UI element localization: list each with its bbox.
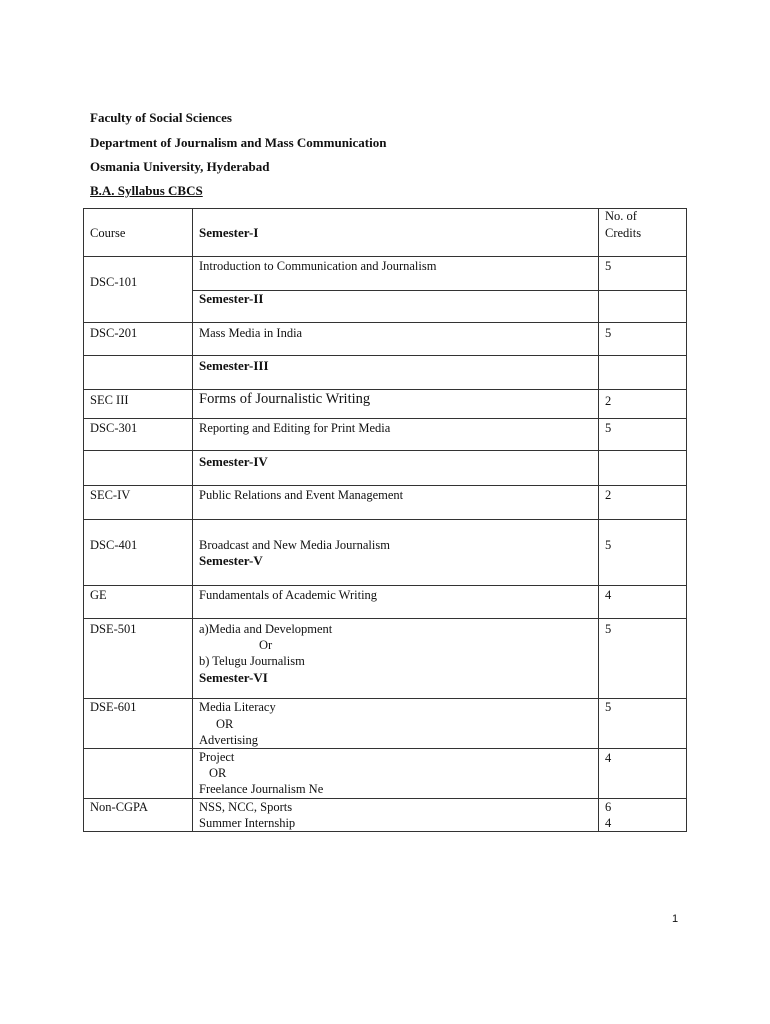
course-credits: 5 xyxy=(605,622,612,636)
course-code: DSC-101 xyxy=(90,275,138,289)
course-option-1: Project xyxy=(199,750,235,764)
course-code: GE xyxy=(90,588,107,602)
course-credits: 4 xyxy=(605,816,612,830)
course-code: DSC-301 xyxy=(90,421,138,435)
semester-label: Semester-V xyxy=(199,553,263,568)
course-option-2: Advertising xyxy=(199,733,259,747)
row-divider xyxy=(83,418,687,419)
course-option-2: b) Telugu Journalism xyxy=(199,654,305,668)
page-number: 1 xyxy=(672,913,679,925)
course-option-1: a)Media and Development xyxy=(199,622,333,636)
course-code: DSC-201 xyxy=(90,326,138,340)
row-divider xyxy=(83,389,687,390)
course-credits: 2 xyxy=(605,488,612,502)
row-divider xyxy=(192,290,687,291)
semester-label: Semester-VI xyxy=(199,670,268,685)
semester-label: Semester-III xyxy=(199,358,269,373)
course-code: DSE-601 xyxy=(90,700,137,714)
course-credits: 4 xyxy=(605,751,612,765)
semester-label: Semester-II xyxy=(199,291,264,306)
row-divider xyxy=(83,618,687,619)
course-credits: 5 xyxy=(605,421,612,435)
course-option-2: Freelance Journalism Ne xyxy=(199,782,324,796)
course-credits: 5 xyxy=(605,538,612,552)
course-code: DSC-401 xyxy=(90,538,138,552)
table-border-left xyxy=(83,209,84,832)
row-divider xyxy=(83,355,687,356)
course-credits: 5 xyxy=(605,326,612,340)
semester-label: Semester-I xyxy=(199,225,259,240)
credits-column-header-line1: No. of xyxy=(605,209,637,223)
syllabus-heading: B.A. Syllabus CBCS xyxy=(90,183,203,198)
course-code: DSE-501 xyxy=(90,622,137,636)
course-title: Broadcast and New Media Journalism xyxy=(199,538,390,552)
course-title: Introduction to Communication and Journalism xyxy=(199,259,437,273)
course-title: Public Relations and Event Management xyxy=(199,488,404,502)
row-divider xyxy=(83,748,687,749)
course-option-separator: Or xyxy=(259,638,273,652)
table-divider-course xyxy=(192,209,193,832)
credits-column-header-line2: Credits xyxy=(605,226,642,240)
course-title: Mass Media in India xyxy=(199,326,303,340)
department-heading: Department of Journalism and Mass Communication xyxy=(90,135,387,150)
table-border-bottom xyxy=(83,831,687,832)
row-divider xyxy=(83,450,687,451)
course-title: NSS, NCC, Sports xyxy=(199,800,293,814)
course-credits: 5 xyxy=(605,700,612,714)
table-divider-credits xyxy=(598,209,599,832)
course-column-header: Course xyxy=(90,226,126,240)
course-credits: 4 xyxy=(605,588,612,602)
course-credits: 6 xyxy=(605,800,612,814)
row-divider xyxy=(83,256,687,257)
course-title: Summer Internship xyxy=(199,816,296,830)
course-option-separator: OR xyxy=(216,717,234,731)
row-divider xyxy=(83,322,687,323)
course-title: Forms of Journalistic Writing xyxy=(199,391,371,407)
course-code: SEC III xyxy=(90,393,129,407)
course-credits: 2 xyxy=(605,394,612,408)
row-divider xyxy=(83,798,687,799)
university-heading: Osmania University, Hyderabad xyxy=(90,159,270,174)
course-option-separator: OR xyxy=(209,766,227,780)
row-divider xyxy=(83,585,687,586)
row-divider xyxy=(83,519,687,520)
row-divider xyxy=(83,698,687,699)
course-title: Fundamentals of Academic Writing xyxy=(199,588,378,602)
course-code: SEC-IV xyxy=(90,488,131,502)
course-option-1: Media Literacy xyxy=(199,700,276,714)
course-code: Non-CGPA xyxy=(90,800,148,814)
row-divider xyxy=(83,485,687,486)
table-border-top xyxy=(83,208,687,209)
semester-label: Semester-IV xyxy=(199,454,268,469)
course-title: Reporting and Editing for Print Media xyxy=(199,421,391,435)
table-border-right xyxy=(686,209,687,832)
course-credits: 5 xyxy=(605,259,612,273)
faculty-heading: Faculty of Social Sciences xyxy=(90,110,232,125)
